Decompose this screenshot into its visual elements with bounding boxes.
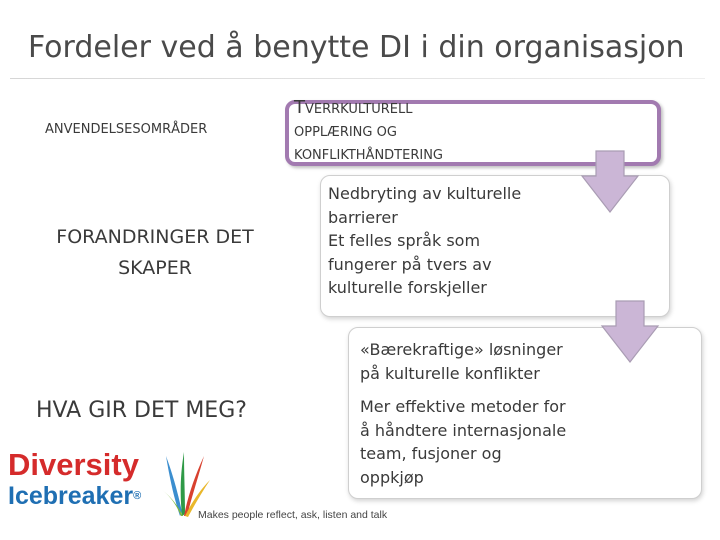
box2-line: kulturelle forskjeller: [328, 278, 487, 297]
box3-line: å håndtere internasjonale: [360, 420, 567, 440]
label-anvendelsesomrader: ANVENDELSESOMRÅDER: [45, 122, 208, 137]
box1-line1: [294, 96, 443, 121]
box3-line: Mer effektive metoder for: [360, 397, 566, 416]
box-forandringer-text: [328, 182, 521, 300]
label-hva-gir: HVA GIR DET MEG?: [36, 398, 247, 423]
diversity-icebreaker-logo: [8, 448, 141, 510]
box3-line: oppkjøp: [360, 467, 424, 487]
box3-line: på kulturelle konflikter: [360, 363, 540, 383]
box3-line: team, fusjoner og: [360, 444, 502, 463]
box3-spacer: [360, 385, 566, 395]
box1-line1-rest: VERRKULTURELL: [305, 102, 413, 117]
box2-line: Nedbryting av kulturelle: [328, 184, 522, 203]
box1-cap-letter: T: [294, 97, 305, 118]
logo-tagline: Makes people reflect, ask, listen and talk: [198, 509, 388, 521]
box1-line2: OPPLÆRING OG: [294, 125, 397, 140]
box-fordeler-text: [360, 338, 566, 489]
box1-line3: KONFLIKTHÅNDTERING: [294, 148, 444, 163]
down-arrow-icon: [600, 300, 660, 364]
title-divider: [10, 78, 705, 79]
label-forandringer: FORANDRINGER DET SKAPER: [56, 226, 254, 279]
box3-line: «Bærekraftige» løsninger: [360, 340, 563, 359]
box2-line: Et felles språk som: [328, 231, 481, 250]
logo-registered-mark: ®: [133, 490, 142, 502]
box-tverrkulturell-text: [294, 96, 443, 167]
box2-line: barrierer: [328, 207, 398, 227]
down-arrow-icon: [580, 150, 640, 214]
slide-title: Fordeler ved å benytte DI i din organisasjon: [28, 30, 685, 65]
logo-icebreaker-text: Icebreaker: [8, 482, 134, 510]
logo-word-icebreaker: [8, 482, 141, 510]
box2-line: fungerer på tvers av: [328, 254, 492, 274]
logo-word-diversity: Diversity: [8, 447, 139, 482]
